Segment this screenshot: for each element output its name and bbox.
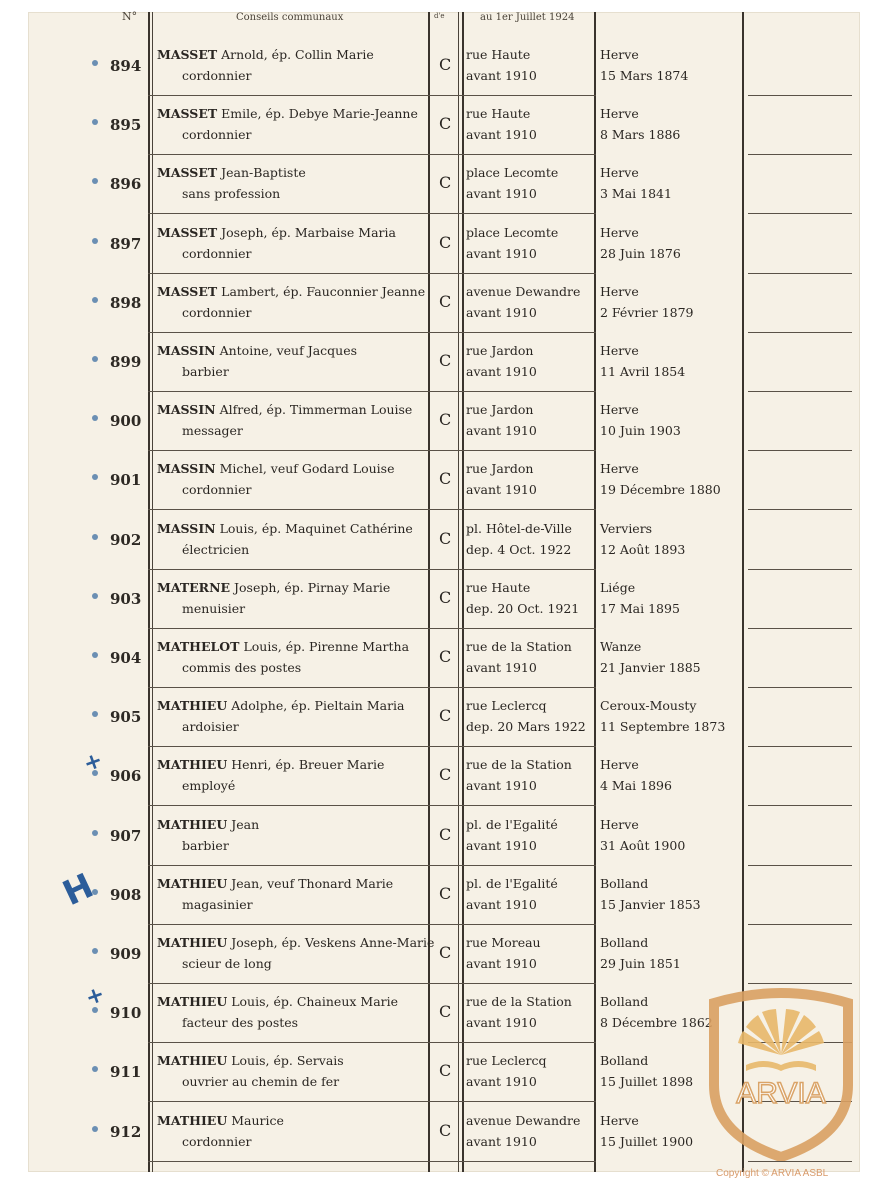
entry-birth-place: Ceroux-Mousty bbox=[600, 698, 697, 713]
logo-shield bbox=[714, 993, 848, 1157]
row-divider bbox=[148, 509, 596, 510]
entry-given-name: Louis, ép. Maquinet Cathérine bbox=[219, 521, 413, 536]
table-row bbox=[28, 216, 860, 275]
entry-residence-since: dep. 4 Oct. 1922 bbox=[466, 542, 572, 557]
entry-profession: facteur des postes bbox=[182, 1015, 299, 1030]
entry-residence-since: avant 1910 bbox=[466, 482, 537, 497]
entry-address: rue Leclercq bbox=[466, 698, 547, 713]
row-divider-right bbox=[748, 332, 852, 333]
entry-address: rue Haute bbox=[466, 47, 531, 62]
entry-birth-place: Herve bbox=[600, 47, 639, 62]
entry-birth-place: Herve bbox=[600, 461, 639, 476]
entry-birth-place: Bolland bbox=[600, 994, 649, 1009]
entry-number: 899 bbox=[110, 353, 142, 371]
row-divider-right bbox=[748, 865, 852, 866]
entry-address: rue Moreau bbox=[466, 935, 541, 950]
entry-category: C bbox=[439, 1121, 452, 1140]
entry-profession: messager bbox=[182, 423, 243, 438]
row-divider bbox=[148, 95, 596, 96]
entry-profession: ardoisier bbox=[182, 719, 239, 734]
row-divider bbox=[148, 154, 596, 155]
row-divider bbox=[148, 865, 596, 866]
ink-dot bbox=[92, 948, 98, 954]
row-divider-right bbox=[748, 1161, 852, 1162]
entry-birth-place: Liége bbox=[600, 580, 636, 595]
ink-dot bbox=[92, 534, 98, 540]
copyright-notice: Copyright © ARVIA ASBL bbox=[716, 1168, 829, 1179]
entry-birth-place: Bolland bbox=[600, 935, 649, 950]
header-date: au 1er Juillet 1924 bbox=[480, 12, 575, 23]
arvia-logo bbox=[706, 985, 856, 1161]
entry-birth-date: 3 Mai 1841 bbox=[600, 186, 672, 201]
entry-number: 909 bbox=[110, 945, 142, 963]
entry-number: 894 bbox=[110, 57, 142, 75]
entry-number: 905 bbox=[110, 708, 142, 726]
header-category: d'e bbox=[434, 12, 445, 20]
entry-given-name: Michel, veuf Godard Louise bbox=[219, 461, 395, 476]
entry-birth-date: 29 Juin 1851 bbox=[600, 956, 681, 971]
entry-given-name: Joseph, ép. Pirnay Marie bbox=[234, 580, 391, 595]
entry-address: avenue Dewandre bbox=[466, 284, 581, 299]
entry-name bbox=[157, 994, 398, 1009]
entry-residence-since: dep. 20 Oct. 1921 bbox=[466, 601, 580, 616]
table-row bbox=[28, 689, 860, 748]
entry-category: C bbox=[439, 469, 452, 488]
entry-profession: cordonnier bbox=[182, 246, 252, 261]
ink-dot bbox=[92, 119, 98, 125]
entry-birth-date: 15 Mars 1874 bbox=[600, 68, 689, 83]
row-divider bbox=[148, 805, 596, 806]
entry-category: C bbox=[439, 943, 452, 962]
logo-text: ARVIA bbox=[736, 1077, 826, 1110]
entry-surname: MASSIN bbox=[157, 461, 216, 476]
row-divider bbox=[148, 983, 596, 984]
row-divider bbox=[148, 273, 596, 274]
row-divider bbox=[148, 569, 596, 570]
entry-address: rue de la Station bbox=[466, 639, 572, 654]
row-divider-right bbox=[748, 213, 852, 214]
entry-category: C bbox=[439, 1002, 452, 1021]
entry-profession: menuisier bbox=[182, 601, 246, 616]
entry-birth-date: 28 Juin 1876 bbox=[600, 246, 681, 261]
entry-birth-place: Herve bbox=[600, 402, 639, 417]
entry-name bbox=[157, 935, 434, 950]
entry-residence-since: avant 1910 bbox=[466, 897, 537, 912]
entry-birth-date: 8 Décembre 1862 bbox=[600, 1015, 713, 1030]
entry-name bbox=[157, 1053, 344, 1068]
entry-birth-place: Herve bbox=[600, 343, 639, 358]
entry-name bbox=[157, 698, 405, 713]
entry-profession: cordonnier bbox=[182, 127, 252, 142]
entry-surname: MASSIN bbox=[157, 402, 216, 417]
table-row bbox=[28, 748, 860, 807]
entry-surname: MASSET bbox=[157, 47, 218, 62]
ink-dot bbox=[92, 238, 98, 244]
entry-surname: MASSIN bbox=[157, 521, 216, 536]
header-conseils: Conseils communaux bbox=[236, 12, 344, 23]
entry-given-name: Arnold, ép. Collin Marie bbox=[221, 47, 374, 62]
entry-birth-date: 21 Janvier 1885 bbox=[600, 660, 701, 675]
entry-birth-place: Herve bbox=[600, 165, 639, 180]
entry-name bbox=[157, 639, 409, 654]
table-row bbox=[28, 334, 860, 393]
table-row bbox=[28, 393, 860, 452]
entry-residence-since: avant 1910 bbox=[466, 186, 537, 201]
row-divider bbox=[148, 213, 596, 214]
entry-given-name: Jean bbox=[231, 817, 260, 832]
header-number: N° bbox=[122, 10, 138, 23]
ink-dot bbox=[92, 60, 98, 66]
entry-number: 902 bbox=[110, 531, 142, 549]
ink-dot bbox=[92, 652, 98, 658]
entry-birth-date: 12 Août 1893 bbox=[600, 542, 686, 557]
entry-surname: MASSET bbox=[157, 165, 218, 180]
row-divider bbox=[148, 391, 596, 392]
row-divider bbox=[148, 1101, 596, 1102]
ink-dot bbox=[92, 178, 98, 184]
entry-name bbox=[157, 521, 413, 536]
entry-category: C bbox=[439, 765, 452, 784]
entry-category: C bbox=[439, 588, 452, 607]
entry-profession: cordonnier bbox=[182, 68, 252, 83]
row-divider-right bbox=[748, 95, 852, 96]
ink-dot bbox=[92, 356, 98, 362]
entry-name bbox=[157, 817, 259, 832]
row-divider-right bbox=[748, 983, 852, 984]
entry-residence-since: avant 1910 bbox=[466, 1134, 537, 1149]
entry-given-name: Alfred, ép. Timmerman Louise bbox=[219, 402, 413, 417]
row-divider bbox=[148, 1042, 596, 1043]
entry-residence-since: avant 1910 bbox=[466, 778, 537, 793]
row-divider-right bbox=[748, 687, 852, 688]
entry-profession: employé bbox=[182, 778, 236, 793]
logo-book bbox=[746, 1061, 816, 1071]
entry-residence-since: avant 1910 bbox=[466, 956, 537, 971]
ink-dot bbox=[92, 297, 98, 303]
entry-address: place Lecomte bbox=[466, 165, 559, 180]
entry-birth-date: 11 Septembre 1873 bbox=[600, 719, 726, 734]
entry-given-name: Louis, ép. Chaineux Marie bbox=[231, 994, 399, 1009]
entry-profession: barbier bbox=[182, 364, 229, 379]
entry-given-name: Henri, ép. Breuer Marie bbox=[231, 757, 385, 772]
entry-number: 910 bbox=[110, 1004, 142, 1022]
entry-name bbox=[157, 1113, 284, 1128]
row-divider-right bbox=[748, 273, 852, 274]
ink-dot bbox=[92, 593, 98, 599]
entry-residence-since: avant 1910 bbox=[466, 127, 537, 142]
row-divider-right bbox=[748, 805, 852, 806]
entry-residence-since: avant 1910 bbox=[466, 423, 537, 438]
entry-profession: commis des postes bbox=[182, 660, 302, 675]
entry-name bbox=[157, 402, 412, 417]
entry-birth-place: Bolland bbox=[600, 876, 649, 891]
entry-profession: magasinier bbox=[182, 897, 253, 912]
entry-surname: MATHIEU bbox=[157, 1113, 228, 1128]
row-divider-right bbox=[748, 569, 852, 570]
ink-dot bbox=[92, 830, 98, 836]
entry-address: avenue Dewandre bbox=[466, 1113, 581, 1128]
entry-address: pl. de l'Egalité bbox=[466, 817, 558, 832]
table-row bbox=[28, 38, 860, 97]
entry-given-name: Lambert, ép. Fauconnier Jeanne bbox=[221, 284, 426, 299]
entry-name bbox=[157, 165, 306, 180]
entry-address: rue Haute bbox=[466, 106, 531, 121]
entry-given-name: Antoine, veuf Jacques bbox=[219, 343, 358, 358]
entry-given-name: Jean-Baptiste bbox=[221, 165, 306, 180]
row-divider-right bbox=[748, 154, 852, 155]
entry-category: C bbox=[439, 706, 452, 725]
entry-number: 912 bbox=[110, 1123, 142, 1141]
entry-birth-date: 17 Mai 1895 bbox=[600, 601, 680, 616]
row-divider bbox=[148, 332, 596, 333]
entry-surname: MASSET bbox=[157, 284, 218, 299]
row-divider-right bbox=[748, 746, 852, 747]
row-divider bbox=[148, 746, 596, 747]
entry-name bbox=[157, 876, 393, 891]
entry-category: C bbox=[439, 1061, 452, 1080]
entry-address: rue Leclercq bbox=[466, 1053, 547, 1068]
entry-number: 897 bbox=[110, 235, 142, 253]
entry-category: C bbox=[439, 410, 452, 429]
entry-category: C bbox=[439, 173, 452, 192]
entry-residence-since: avant 1910 bbox=[466, 838, 537, 853]
entry-number: 900 bbox=[110, 412, 142, 430]
row-divider-right bbox=[748, 628, 852, 629]
entry-surname: MATHIEU bbox=[157, 935, 228, 950]
entry-birth-place: Herve bbox=[600, 284, 639, 299]
entry-given-name: Louis, ép. Servais bbox=[231, 1053, 344, 1068]
entry-residence-since: avant 1910 bbox=[466, 68, 537, 83]
ink-dot bbox=[92, 474, 98, 480]
entry-birth-date: 2 Février 1879 bbox=[600, 305, 694, 320]
entry-surname: MATHIEU bbox=[157, 876, 228, 891]
entry-residence-since: avant 1910 bbox=[466, 1074, 537, 1089]
entry-number: 904 bbox=[110, 649, 142, 667]
row-divider bbox=[148, 628, 596, 629]
logo-sun-fan bbox=[738, 1009, 824, 1055]
entry-residence-since: dep. 20 Mars 1922 bbox=[466, 719, 586, 734]
entry-surname: MATERNE bbox=[157, 580, 231, 595]
table-row bbox=[28, 275, 860, 334]
entry-surname: MASSET bbox=[157, 106, 218, 121]
entry-address: pl. de l'Egalité bbox=[466, 876, 558, 891]
entry-name bbox=[157, 461, 394, 476]
entry-address: rue Haute bbox=[466, 580, 531, 595]
row-divider bbox=[148, 924, 596, 925]
entry-birth-date: 19 Décembre 1880 bbox=[600, 482, 721, 497]
entry-surname: MATHIEU bbox=[157, 757, 228, 772]
entry-profession: électricien bbox=[182, 542, 250, 557]
entry-address: place Lecomte bbox=[466, 225, 559, 240]
entry-given-name: Maurice bbox=[231, 1113, 284, 1128]
entry-category: C bbox=[439, 55, 452, 74]
ink-dot bbox=[92, 415, 98, 421]
entry-birth-place: Wanze bbox=[600, 639, 642, 654]
row-divider bbox=[148, 1161, 596, 1162]
entry-birth-date: 31 Août 1900 bbox=[600, 838, 686, 853]
entry-given-name: Joseph, ép. Veskens Anne-Marie bbox=[231, 935, 435, 950]
entry-name bbox=[157, 284, 425, 299]
ink-dot bbox=[92, 1126, 98, 1132]
entry-birth-date: 15 Janvier 1853 bbox=[600, 897, 701, 912]
entry-number: 901 bbox=[110, 471, 142, 489]
entry-number: 903 bbox=[110, 590, 142, 608]
entry-birth-date: 10 Juin 1903 bbox=[600, 423, 681, 438]
entry-given-name: Jean, veuf Thonard Marie bbox=[231, 876, 394, 891]
entry-residence-since: avant 1910 bbox=[466, 364, 537, 379]
entry-address: rue Jardon bbox=[466, 461, 534, 476]
ink-dot bbox=[92, 1066, 98, 1072]
entry-category: C bbox=[439, 825, 452, 844]
entry-category: C bbox=[439, 292, 452, 311]
entry-profession: ouvrier au chemin de fer bbox=[182, 1074, 340, 1089]
table-row bbox=[28, 452, 860, 511]
entry-category: C bbox=[439, 884, 452, 903]
entry-name bbox=[157, 757, 384, 772]
table-row bbox=[28, 630, 860, 689]
entry-birth-date: 8 Mars 1886 bbox=[600, 127, 681, 142]
entry-category: C bbox=[439, 233, 452, 252]
entry-surname: MATHIEU bbox=[157, 994, 228, 1009]
entry-birth-place: Herve bbox=[600, 757, 639, 772]
entry-surname: MATHELOT bbox=[157, 639, 240, 654]
entry-birth-place: Herve bbox=[600, 106, 639, 121]
entry-number: 898 bbox=[110, 294, 142, 312]
entry-birth-place: Herve bbox=[600, 1113, 639, 1128]
entry-category: C bbox=[439, 529, 452, 548]
handwritten-cross-mark: + bbox=[80, 747, 107, 778]
handwritten-cross-mark-2: + bbox=[82, 981, 109, 1012]
entry-surname: MATHIEU bbox=[157, 1053, 228, 1068]
entry-birth-place: Verviers bbox=[600, 521, 653, 536]
ink-dot bbox=[92, 711, 98, 717]
entry-given-name: Louis, ép. Pirenne Martha bbox=[243, 639, 410, 654]
entry-name bbox=[157, 106, 418, 121]
entry-address: rue Jardon bbox=[466, 402, 534, 417]
table-row bbox=[28, 867, 860, 926]
entry-residence-since: avant 1910 bbox=[466, 305, 537, 320]
entry-birth-place: Herve bbox=[600, 817, 639, 832]
entry-birth-date: 4 Mai 1896 bbox=[600, 778, 672, 793]
table-row bbox=[28, 571, 860, 630]
entry-profession: scieur de long bbox=[182, 956, 272, 971]
row-divider-right bbox=[748, 509, 852, 510]
entry-number: 907 bbox=[110, 827, 142, 845]
entry-given-name: Adolphe, ép. Pieltain Maria bbox=[231, 698, 405, 713]
entry-profession: sans profession bbox=[182, 186, 281, 201]
entry-surname: MASSET bbox=[157, 225, 218, 240]
entry-number: 908 bbox=[110, 886, 142, 904]
row-divider-right bbox=[748, 450, 852, 451]
entry-number: 911 bbox=[110, 1063, 142, 1081]
entry-birth-date: 15 Juillet 1900 bbox=[600, 1134, 694, 1149]
entry-residence-since: avant 1910 bbox=[466, 660, 537, 675]
table-row bbox=[28, 156, 860, 215]
entry-given-name: Emile, ép. Debye Marie-Jeanne bbox=[221, 106, 418, 121]
row-divider bbox=[148, 450, 596, 451]
entry-category: C bbox=[439, 351, 452, 370]
table-row bbox=[28, 808, 860, 867]
entry-profession: cordonnier bbox=[182, 305, 252, 320]
entry-surname: MATHIEU bbox=[157, 817, 228, 832]
entry-address: rue Jardon bbox=[466, 343, 534, 358]
entry-surname: MASSIN bbox=[157, 343, 216, 358]
row-divider-right bbox=[748, 391, 852, 392]
entry-name bbox=[157, 580, 390, 595]
table-row bbox=[28, 512, 860, 571]
entry-address: rue de la Station bbox=[466, 994, 572, 1009]
entry-name bbox=[157, 47, 374, 62]
entry-name bbox=[157, 343, 357, 358]
entry-address: pl. Hôtel-de-Ville bbox=[466, 521, 572, 536]
entry-birth-place: Bolland bbox=[600, 1053, 649, 1068]
entry-profession: cordonnier bbox=[182, 1134, 252, 1149]
entry-number: 895 bbox=[110, 116, 142, 134]
entry-residence-since: avant 1910 bbox=[466, 1015, 537, 1030]
entry-given-name: Joseph, ép. Marbaise Maria bbox=[221, 225, 396, 240]
entry-category: C bbox=[439, 647, 452, 666]
row-divider-right bbox=[748, 924, 852, 925]
entry-profession: barbier bbox=[182, 838, 229, 853]
table-row bbox=[28, 926, 860, 985]
entry-category: C bbox=[439, 114, 452, 133]
row-divider bbox=[148, 687, 596, 688]
entry-residence-since: avant 1910 bbox=[466, 246, 537, 261]
table-row bbox=[28, 97, 860, 156]
entry-surname: MATHIEU bbox=[157, 698, 228, 713]
entry-name bbox=[157, 225, 396, 240]
entry-birth-date: 15 Juillet 1898 bbox=[600, 1074, 694, 1089]
entry-number: 896 bbox=[110, 175, 142, 193]
entry-number: 906 bbox=[110, 767, 142, 785]
entry-birth-place: Herve bbox=[600, 225, 639, 240]
handwritten-h-mark: H bbox=[56, 865, 100, 915]
entry-birth-date: 11 Avril 1854 bbox=[600, 364, 686, 379]
entry-address: rue de la Station bbox=[466, 757, 572, 772]
entry-profession: cordonnier bbox=[182, 482, 252, 497]
